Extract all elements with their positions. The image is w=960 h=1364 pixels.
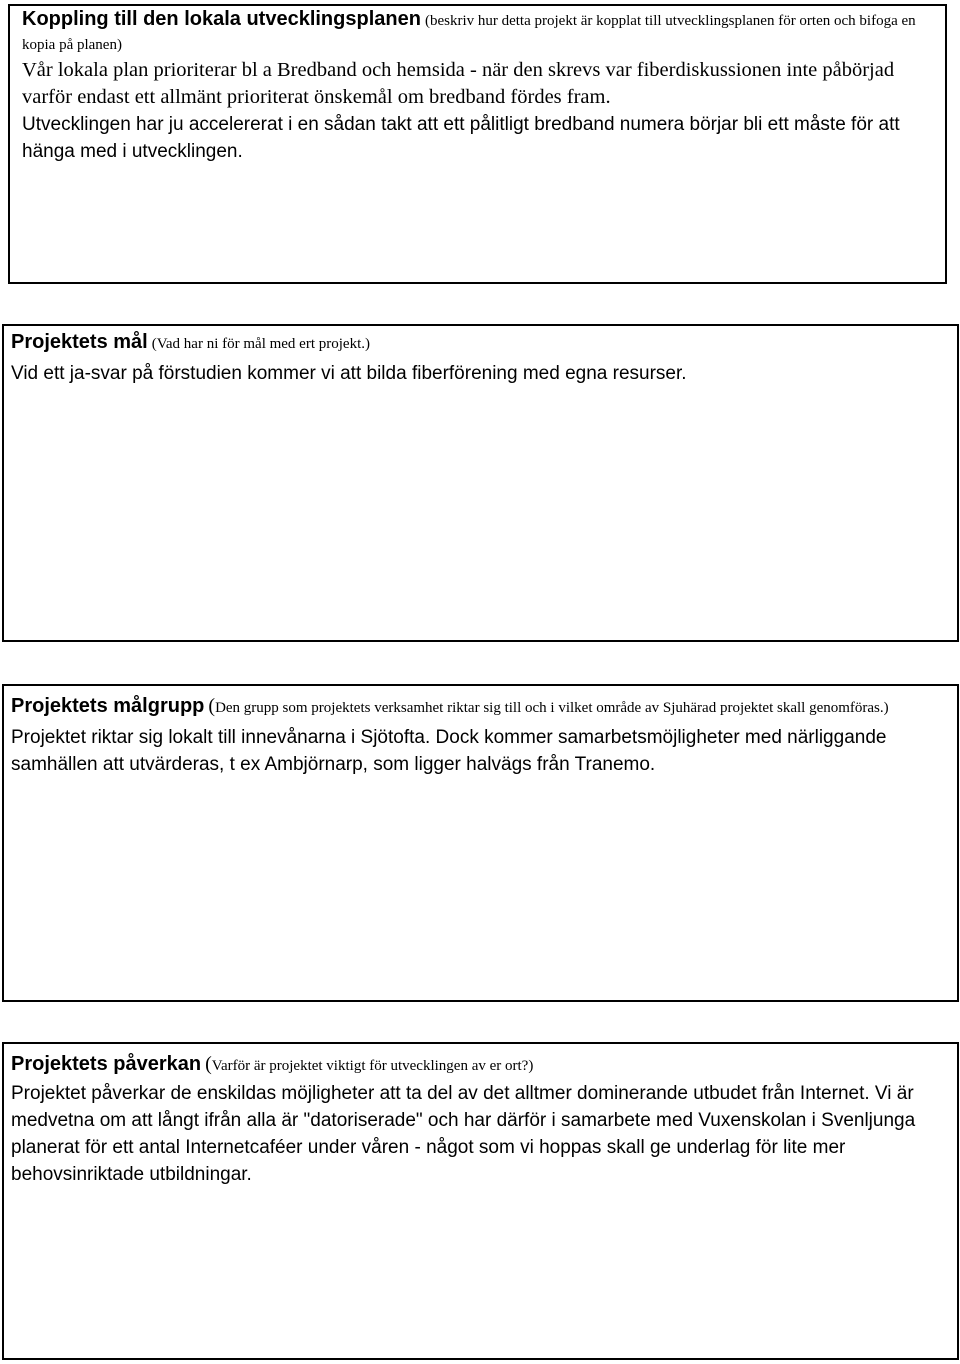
section-instruction: (Vad har ni för mål med ert projekt.) xyxy=(151,336,370,352)
section-heading xyxy=(22,8,933,57)
section-text-part: Dock kommer samarbetsmöjligheter med närliggande samhällen att utvärderas, t ex Ambjörnarp, som ligger halvägs från Tranemo. xyxy=(11,727,887,775)
section-local-development-plan xyxy=(8,4,947,284)
section-text: Vid ett ja-svar på förstudien kommer vi att bilda fiberförening med egna resurser. xyxy=(11,363,687,384)
section-instruction-paren: ( xyxy=(208,695,216,717)
section-instruction-paren: ( xyxy=(205,1053,212,1075)
section-text-part: Projektet riktar sig lokalt till innevånarna i Sjötofta. xyxy=(11,727,431,748)
section-text xyxy=(11,724,950,778)
section-text-continued: Utvecklingen har ju accelererat i en sådan takt att ett pålitligt bredband numera börjar bli ett måste för att hänga med i utvecklingen. xyxy=(22,114,900,162)
section-instruction: (beskriv hur detta projekt är kopplat till utvecklingsplanen för orten och bifoga en kopia på planen) xyxy=(22,13,916,53)
section-text: Vår lokala plan prioriterar bl a Bredband och hemsida - när den skrevs var fiberdiskussionen inte påbörjad varför endast ett allmänt prioriterat önskemål om bredband fördes fram. xyxy=(22,59,895,108)
section-title: Projektets målgrupp xyxy=(11,695,205,717)
section-heading xyxy=(11,1052,950,1078)
section-instruction: Den grupp som projektets verksamhet riktar sig till och i vilket område av Sjuhärad projektet skall genomföras.) xyxy=(215,700,889,716)
section-text: Projektet påverkar de enskildas möjligheter att ta del av det alltmer dominerande utbudet från Internet. Vi är medvetna om att långt ifrån alla är "datoriserade" och har därför i samarbete med Vuxenskolan i Svenljunga planerat för ett antal Internetcaféer under våren - något som vi hoppas skall ge underlag för lite mer behovsinriktade utbildningar. xyxy=(11,1083,916,1185)
section-title: Koppling till den lokala utvecklingsplanen xyxy=(22,8,421,30)
section-project-impact xyxy=(2,1042,959,1360)
section-target-group xyxy=(2,684,959,1002)
section-heading xyxy=(11,694,950,720)
section-heading xyxy=(11,330,950,356)
section-title: Projektets mål xyxy=(11,331,148,353)
section-instruction: Varför är projektet viktigt för utvecklingen av er ort?) xyxy=(211,1058,534,1074)
section-project-goal xyxy=(2,324,959,642)
section-title: Projektets påverkan xyxy=(11,1053,202,1075)
